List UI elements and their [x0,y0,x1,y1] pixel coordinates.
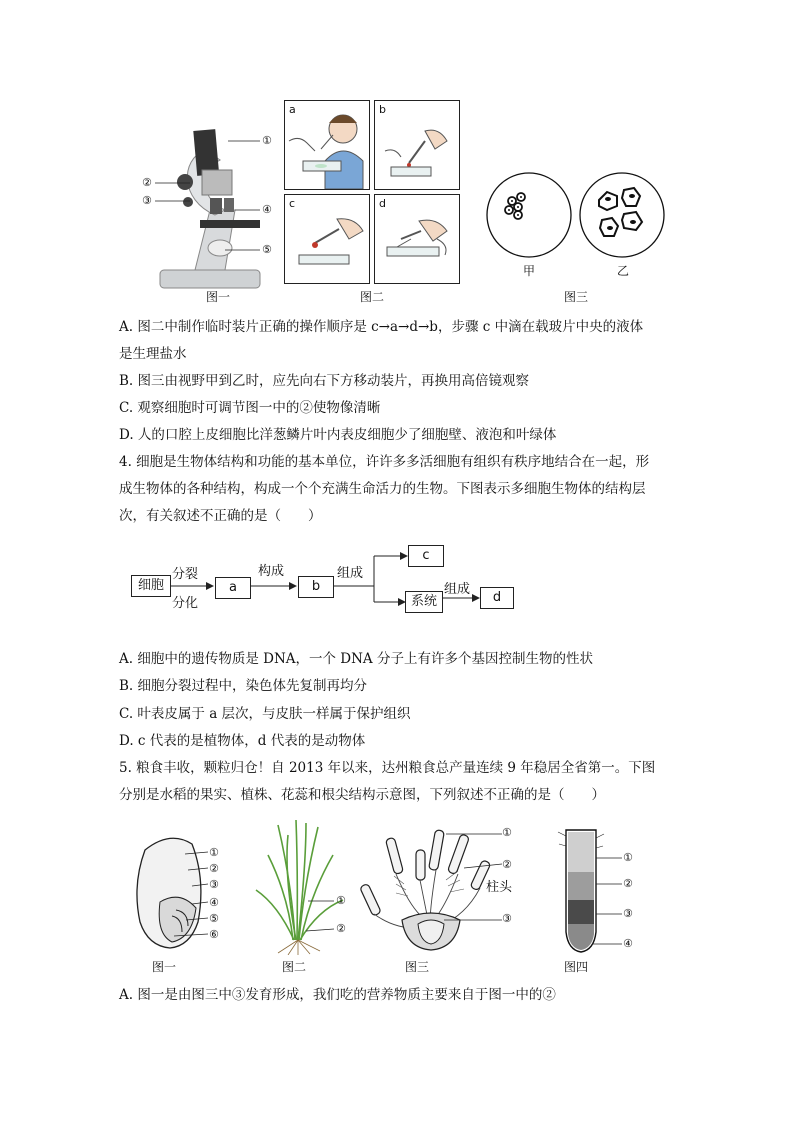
fig4-label-2: ② [623,877,633,890]
q5-figure-1-caption: 图一 [152,960,177,974]
microscope-label-1: ① [262,134,272,147]
node-b: b [298,576,334,598]
field-label-jia: 甲 [523,264,536,278]
field-of-view-drawing [484,170,674,270]
figure-1-caption: 图一 [206,290,231,304]
q4-option-d: D. c 代表的是植物体，d 代表的是动物体 [119,733,366,749]
fig3-label-2: ② [502,858,512,871]
panel-label-a: a [289,103,296,116]
fig4-label-1: ① [623,851,633,864]
fig4-label-4: ④ [623,937,633,950]
slide-panel-c [284,194,370,284]
slide-panel-b [374,100,460,190]
q4-option-b: B. 细胞分裂过程中，染色体先复制再均分 [119,678,368,694]
microscope-label-4: ④ [262,203,272,216]
q4-stem-line-3: 次，有关叙述不正确的是（ ） [119,508,322,524]
q4-stem-line-1: 4. 细胞是生物体结构和功能的基本单位，许许多多活细胞有组织有秩序地结合在一起，形 [119,454,650,470]
q3-option-a-line-1: A. 图二中制作临时装片正确的操作顺序是 c→a→d→b，步骤 c 中滴在载玻片中央的液体 [119,319,644,335]
fig1-label-6: ⑥ [209,928,219,941]
q4-stem-line-2: 成生物体的各种结构，构成一个个充满生命活力的生物。下图表示多细胞生物体的结构层 [119,481,646,497]
figure-2-caption: 图二 [360,290,385,304]
figure-3-caption: 图三 [564,290,589,304]
fig3-label-3: ③ [502,912,512,925]
q4-option-a: A. 细胞中的遗传物质是 DNA，一个 DNA 分子上有许多个基因控制生物的性状 [119,651,593,667]
rice-grain-drawing [130,830,240,955]
q5-stem-line-1: 5. 粮食丰收，颗粒归仓！自 2013 年以来，达州粮食总产量连续 9 年稳居全省第一。下图 [119,760,656,776]
node-cell: 细胞 [131,575,171,597]
field-label-yi: 乙 [617,264,630,278]
fig1-label-5: ⑤ [209,912,219,925]
panel-label-c: c [289,197,296,210]
dropper-water-drawing [285,195,369,283]
fig4-label-3: ③ [623,907,633,920]
node-system: 系统 [405,591,443,613]
microscope-leader-lines [150,130,270,260]
slide-panel-a [284,100,370,190]
panel-label-d: d [379,197,386,210]
dropper-stain-drawing [375,101,459,189]
q3-option-d: D. 人的口腔上皮细胞比洋葱鳞片叶内表皮细胞少了细胞壁、液泡和叶绿体 [119,427,557,443]
q5-figure-2-caption: 图二 [282,960,307,974]
q5-figure-3-caption: 图三 [405,960,430,974]
label-divide: 分裂 [172,567,199,582]
microscope-label-3: ③ [142,194,152,207]
label-differentiate: 分化 [172,596,199,611]
q3-option-b: B. 图三由视野甲到乙时，应先向右下方移动装片，再换用高倍镜观察 [119,373,530,389]
microscope-label-2: ② [142,176,152,189]
panel-label-b: b [379,103,386,116]
label-constitute: 构成 [258,564,285,579]
coverslip-drawing [375,195,459,283]
label-compose-1: 组成 [337,566,364,581]
fig1-label-3: ③ [209,878,219,891]
node-a: a [215,577,251,599]
node-c: c [408,545,444,567]
q5-stem-line-2: 分别是水稻的果实、植株、花蕊和根尖结构示意图，下列叙述不正确的是（ ） [119,787,605,803]
boy-swab-drawing [285,101,369,189]
node-d: d [480,587,514,609]
fig3-label-1: ① [502,826,512,839]
q3-option-a-line-2: 是生理盐水 [119,346,187,362]
microscope-label-5: ⑤ [262,243,272,256]
stigma-label: 柱头 [486,880,513,895]
slide-panel-d [374,194,460,284]
fig2-label-2: ② [336,922,346,935]
q3-option-c: C. 观察细胞时可调节图一中的②使物像清晰 [119,400,381,416]
q4-option-c: C. 叶表皮属于 a 层次，与皮肤一样属于保护组织 [119,706,411,722]
fig1-label-1: ① [209,846,219,859]
rice-flower-drawing [356,820,506,955]
fig2-label-1: ① [336,894,346,907]
q5-option-a: A. 图一是由图三中③发育形成，我们吃的营养物质主要来自于图一中的② [119,987,556,1003]
label-compose-2: 组成 [444,582,471,597]
fig1-label-4: ④ [209,896,219,909]
q5-figure-4-caption: 图四 [564,960,589,974]
fig1-label-2: ② [209,862,219,875]
